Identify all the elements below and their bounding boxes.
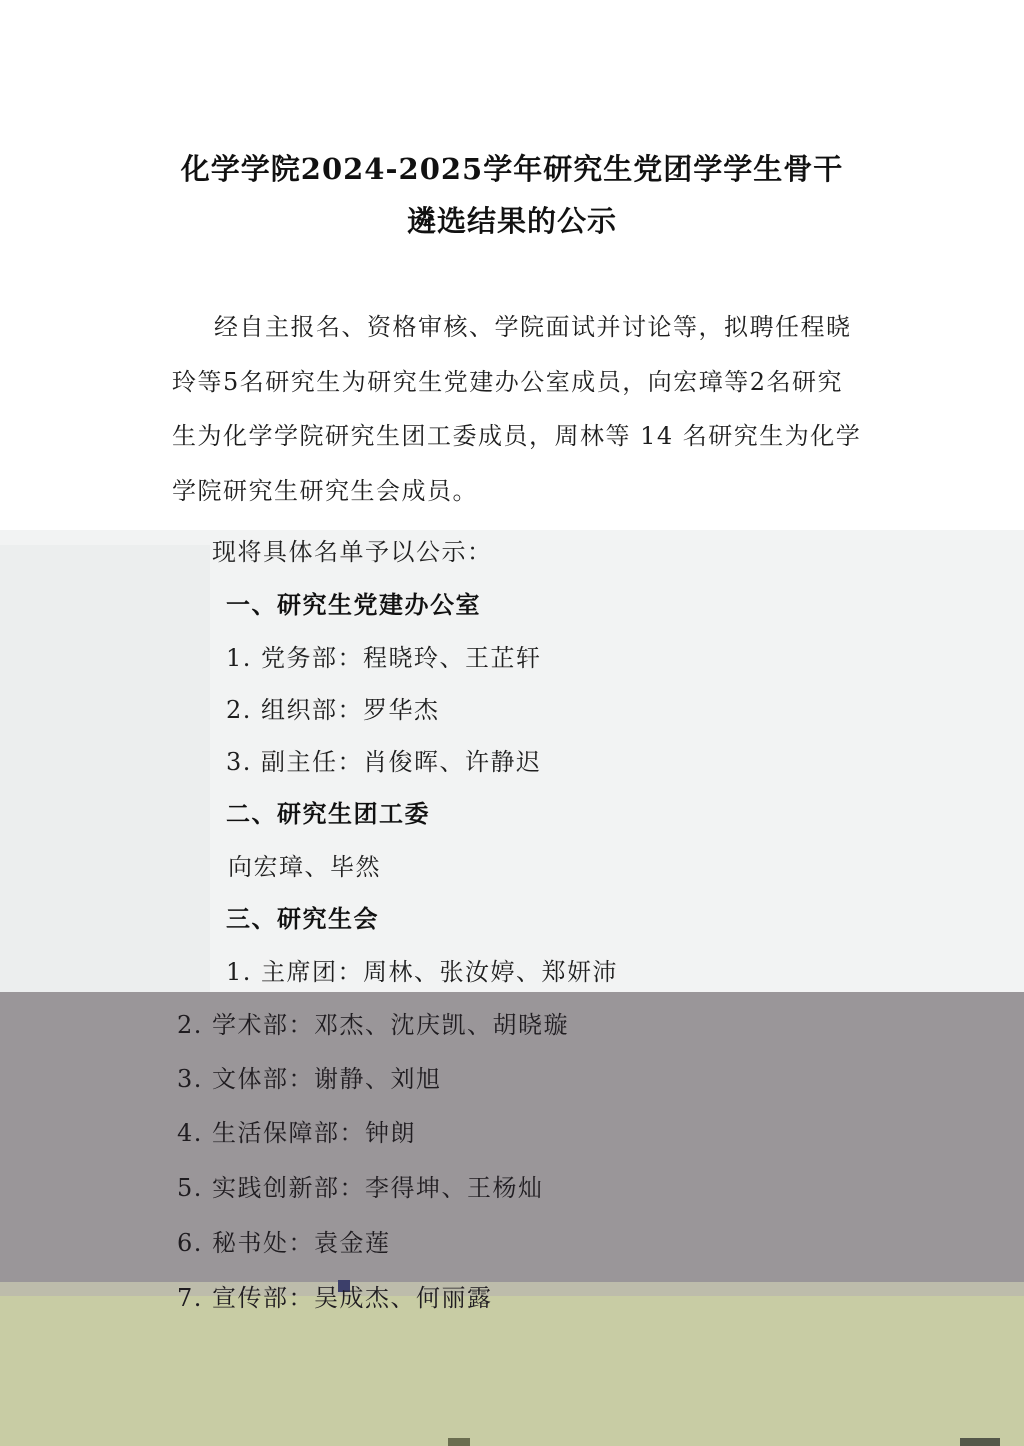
section3-item: 1. 主席团：周林、张汝婷、郑妍沛 bbox=[226, 958, 619, 986]
scan-band-green bbox=[0, 1296, 1024, 1446]
scan-band-transition bbox=[0, 1282, 1024, 1296]
section1-item: 2. 组织部：罗华杰 bbox=[226, 696, 440, 724]
scan-artifact bbox=[448, 1438, 470, 1446]
section3-item: 3. 文体部：谢静、刘旭 bbox=[177, 1065, 442, 1093]
scan-artifact bbox=[960, 1438, 1000, 1446]
section3-heading: 三、研究生会 bbox=[226, 904, 379, 933]
document-title-line2: 遴选结果的公示 bbox=[406, 204, 617, 238]
section1-heading: 一、研究生党建办公室 bbox=[226, 590, 481, 619]
section1-item: 3. 副主任：肖俊晖、许静迟 bbox=[226, 748, 542, 776]
section2-members: 向宏璋、毕然 bbox=[228, 853, 381, 881]
section3-item: 2. 学术部：邓杰、沈庆凯、胡晓璇 bbox=[177, 1011, 570, 1039]
section1-item: 1. 党务部：程晓玲、王芷轩 bbox=[226, 644, 542, 672]
intro-paragraph: 经自主报名、资格审核、学院面试并讨论等，拟聘任程晓玲等5名研究生为研究生党建办公室成员，向宏璋等2名研究生为化学学院研究生团工委成员，周林等 14 名研究生为化学学院研究生研究生会成员。 bbox=[172, 313, 862, 505]
scan-band-light-left bbox=[0, 545, 210, 992]
notice-text: 现将具体名单予以公示： bbox=[212, 538, 493, 566]
section3-item: 7. 宣传部：吴成杰、何丽露 bbox=[177, 1284, 493, 1312]
section3-item: 5. 实践创新部：李得坤、王杨灿 bbox=[177, 1174, 544, 1202]
section3-item: 6. 秘书处：袁金莲 bbox=[177, 1229, 391, 1257]
section3-item: 4. 生活保障部：钟朗 bbox=[177, 1119, 417, 1147]
section2-heading: 二、研究生团工委 bbox=[226, 799, 430, 828]
document-title-line1: 化学学院2024-2025学年研究生党团学学生骨干 bbox=[180, 152, 844, 186]
